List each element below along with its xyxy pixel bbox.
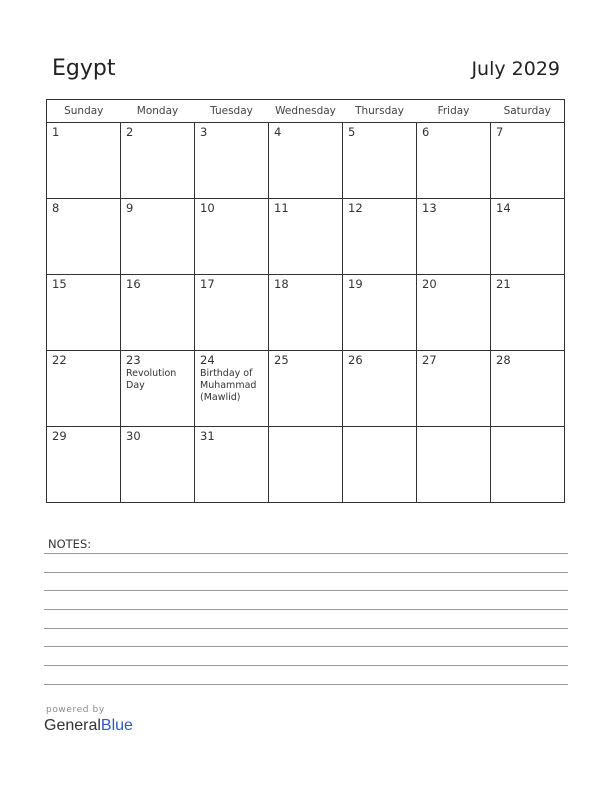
empty-day-cell xyxy=(343,427,417,503)
day-cell-31 xyxy=(195,427,269,503)
day-cell-19 xyxy=(343,275,417,351)
day-cell-4 xyxy=(269,123,343,199)
day-number: 12 xyxy=(348,201,363,215)
day-number: 28 xyxy=(496,353,511,367)
notes-label: NOTES: xyxy=(48,537,92,551)
day-number: 1 xyxy=(52,125,60,139)
day-number: 17 xyxy=(200,277,215,291)
note-line xyxy=(44,665,568,666)
day-cell-24 xyxy=(195,351,269,427)
day-number: 16 xyxy=(126,277,141,291)
weekday-tuesday: Tuesday xyxy=(195,100,269,123)
note-line xyxy=(44,609,568,610)
holiday-label: Birthday of Muhammad (Mawlid) xyxy=(200,368,257,403)
powered-by-text: powered by xyxy=(46,705,105,715)
day-cell-9 xyxy=(121,199,195,275)
note-line xyxy=(44,553,568,554)
day-cell-16 xyxy=(121,275,195,351)
day-number: 29 xyxy=(52,429,67,443)
day-number: 7 xyxy=(496,125,504,139)
empty-day-cell xyxy=(491,427,565,503)
weekday-monday: Monday xyxy=(121,100,195,123)
day-cell-21 xyxy=(491,275,565,351)
empty-day-cell xyxy=(269,427,343,503)
holiday-label: Revolution Day xyxy=(126,368,177,391)
weekday-saturday: Saturday xyxy=(491,100,565,123)
weekday-header-row xyxy=(47,100,565,123)
day-cell-23 xyxy=(121,351,195,427)
country-title: Egypt xyxy=(52,56,116,81)
day-number: 15 xyxy=(52,277,67,291)
note-line xyxy=(44,684,568,685)
day-number: 24 xyxy=(200,353,215,367)
day-number: 5 xyxy=(348,125,356,139)
note-line xyxy=(44,572,568,573)
day-number: 31 xyxy=(200,429,215,443)
day-number: 23 xyxy=(126,353,141,367)
day-cell-27 xyxy=(417,351,491,427)
day-number: 13 xyxy=(422,201,437,215)
day-cell-13 xyxy=(417,199,491,275)
month-title: July 2029 xyxy=(471,58,560,80)
day-number: 10 xyxy=(200,201,215,215)
day-number: 18 xyxy=(274,277,289,291)
calendar-week-row xyxy=(47,275,565,351)
brand-general: General xyxy=(44,717,101,734)
note-line xyxy=(44,628,568,629)
weekday-thursday: Thursday xyxy=(343,100,417,123)
day-number: 2 xyxy=(126,125,134,139)
day-cell-28 xyxy=(491,351,565,427)
calendar-week-row xyxy=(47,427,565,503)
day-cell-8 xyxy=(47,199,121,275)
empty-day-cell xyxy=(417,427,491,503)
day-cell-6 xyxy=(417,123,491,199)
day-number: 4 xyxy=(274,125,282,139)
day-cell-1 xyxy=(47,123,121,199)
day-number: 22 xyxy=(52,353,67,367)
day-cell-20 xyxy=(417,275,491,351)
day-number: 11 xyxy=(274,201,289,215)
calendar-week-row xyxy=(47,123,565,199)
day-number: 8 xyxy=(52,201,60,215)
day-number: 20 xyxy=(422,277,437,291)
weekday-sunday: Sunday xyxy=(47,100,121,123)
day-number: 14 xyxy=(496,201,511,215)
day-number: 9 xyxy=(126,201,134,215)
day-number: 26 xyxy=(348,353,363,367)
calendar-week-row xyxy=(47,199,565,275)
note-line xyxy=(44,646,568,647)
day-cell-22 xyxy=(47,351,121,427)
calendar-grid xyxy=(46,99,565,503)
day-cell-5 xyxy=(343,123,417,199)
day-number: 30 xyxy=(126,429,141,443)
day-cell-15 xyxy=(47,275,121,351)
weekday-wednesday: Wednesday xyxy=(269,100,343,123)
calendar-week-row xyxy=(47,351,565,427)
day-cell-18 xyxy=(269,275,343,351)
brand-blue: Blue xyxy=(100,717,133,734)
day-number: 21 xyxy=(496,277,511,291)
day-cell-2 xyxy=(121,123,195,199)
day-number: 25 xyxy=(274,353,289,367)
day-cell-25 xyxy=(269,351,343,427)
day-cell-11 xyxy=(269,199,343,275)
day-cell-30 xyxy=(121,427,195,503)
weekday-friday: Friday xyxy=(417,100,491,123)
day-cell-12 xyxy=(343,199,417,275)
day-cell-17 xyxy=(195,275,269,351)
note-line xyxy=(44,590,568,591)
generalblue-logo[interactable] xyxy=(44,716,133,736)
day-number: 27 xyxy=(422,353,437,367)
day-cell-3 xyxy=(195,123,269,199)
day-cell-26 xyxy=(343,351,417,427)
day-cell-14 xyxy=(491,199,565,275)
day-cell-7 xyxy=(491,123,565,199)
day-number: 19 xyxy=(348,277,363,291)
day-cell-10 xyxy=(195,199,269,275)
day-cell-29 xyxy=(47,427,121,503)
day-number: 6 xyxy=(422,125,430,139)
day-number: 3 xyxy=(200,125,208,139)
